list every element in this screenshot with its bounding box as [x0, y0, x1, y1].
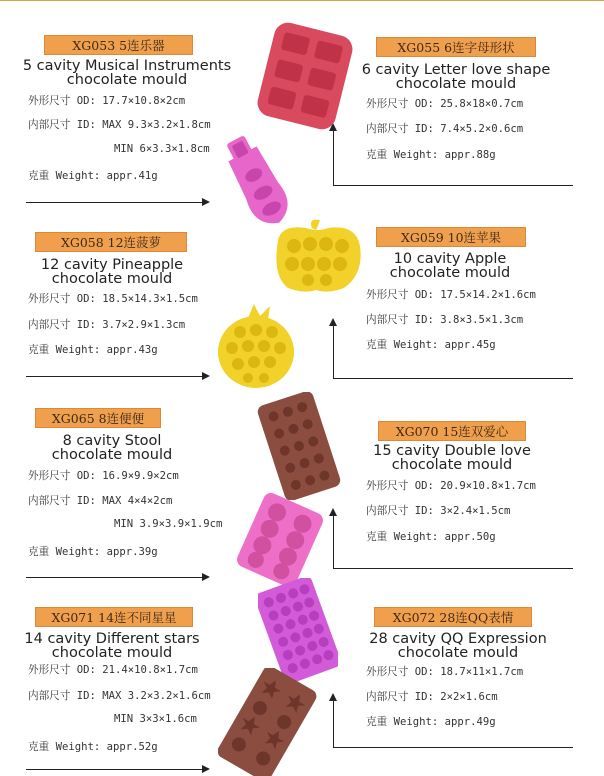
inner-dimensions: 内部尺寸 ID: MAX 9.3×3.2×1.8cm: [28, 119, 211, 131]
inner-dimensions: 内部尺寸 ID: 2×2×1.6cm: [366, 691, 498, 703]
product-code-badge: XG055 6连字母形状: [376, 37, 536, 57]
product-title: [22, 59, 232, 87]
weight: 克重 Weight: appr.43g: [28, 344, 158, 356]
product-title-line1: 10 cavity Apple: [393, 251, 507, 267]
pointer-arrow: [26, 769, 208, 770]
product-title-line2: chocolate mould: [66, 72, 188, 88]
product-title-line1: 14 cavity Different stars: [24, 631, 200, 647]
product-title-line1: 5 cavity Musical Instruments: [22, 58, 232, 74]
weight: 克重 Weight: appr.88g: [366, 149, 496, 161]
product-title: [14, 632, 210, 660]
weight: 克重 Weight: appr.45g: [366, 339, 496, 351]
outer-dimensions: 外形尺寸 OD: 16.9×9.9×2cm: [28, 470, 179, 482]
weight: 克重 Weight: appr.52g: [28, 741, 158, 753]
qq-expression-mould-image: [258, 578, 338, 682]
pineapple-mould-image: [214, 300, 298, 390]
pointer-line-vertical: [333, 696, 334, 748]
pointer-line-horizontal: [333, 568, 573, 569]
pointer-arrow: [26, 376, 208, 377]
product-title-line2: chocolate mould: [51, 645, 173, 661]
outer-dimensions: 外形尺寸 OD: 18.7×11×1.7cm: [366, 666, 524, 678]
inner-dimensions: 内部尺寸 ID: MAX 3.2×3.2×1.6cm: [28, 690, 211, 702]
product-code-badge: XG053 5连乐器: [44, 35, 193, 55]
inner-dimensions: 内部尺寸 ID: 3.8×3.5×1.3cm: [366, 314, 524, 326]
inner-dimensions: 内部尺寸 ID: MAX 4×4×2cm: [28, 495, 173, 507]
apple-mould-image: [268, 218, 366, 296]
weight: 克重 Weight: appr.49g: [366, 716, 496, 728]
pointer-line-vertical: [333, 321, 334, 379]
product-title: [354, 444, 550, 472]
letter-love-mould-image: [253, 22, 358, 130]
weight: 克重 Weight: appr.41g: [28, 170, 158, 182]
pointer-line-horizontal: [333, 185, 573, 186]
outer-dimensions: 外形尺寸 OD: 17.5×14.2×1.6cm: [366, 289, 536, 301]
product-code-badge: XG065 8连便便: [35, 408, 161, 428]
product-title-line1: 8 cavity Stool: [62, 433, 162, 449]
product-title: [356, 63, 556, 91]
inner-dimensions-min: MIN 3×3×1.6cm: [114, 713, 197, 725]
different-stars-mould-image: [218, 668, 318, 776]
outer-dimensions: 外形尺寸 OD: 17.7×10.8×2cm: [28, 95, 186, 107]
weight: 克重 Weight: appr.50g: [366, 531, 496, 543]
outer-dimensions: 外形尺寸 OD: 21.4×10.8×1.7cm: [28, 664, 198, 676]
double-love-mould-image: [256, 392, 342, 500]
product-code-badge: XG059 10连苹果: [376, 227, 526, 247]
product-title-line2: chocolate mould: [389, 265, 511, 281]
top-border-line: [0, 0, 604, 1]
product-title-line2: chocolate mould: [391, 457, 513, 473]
product-code-badge: XG071 14连不同星星: [35, 607, 193, 627]
outer-dimensions: 外形尺寸 OD: 20.9×10.8×1.7cm: [366, 480, 536, 492]
product-title-line1: 12 cavity Pineapple: [40, 257, 184, 273]
product-title-line1: 15 cavity Double love: [373, 443, 531, 459]
stool-mould-image: [232, 492, 328, 588]
product-code-badge: XG070 15连双爱心: [378, 421, 526, 441]
pointer-line-horizontal: [333, 747, 573, 748]
outer-dimensions: 外形尺寸 OD: 25.8×18×0.7cm: [366, 98, 524, 110]
outer-dimensions: 外形尺寸 OD: 18.5×14.3×1.5cm: [28, 293, 198, 305]
product-title: [14, 258, 210, 286]
pointer-line-vertical: [333, 126, 334, 186]
product-title-line1: 28 cavity QQ Expression: [369, 631, 547, 647]
pointer-line-vertical: [333, 511, 334, 569]
weight: 克重 Weight: appr.39g: [28, 546, 158, 558]
pointer-arrow: [26, 577, 208, 578]
product-title-line2: chocolate mould: [395, 76, 517, 92]
product-title: [352, 252, 548, 280]
pointer-arrow: [26, 202, 208, 203]
product-title-line2: chocolate mould: [51, 447, 173, 463]
product-code-badge: XG058 12连菠萝: [35, 232, 187, 252]
product-title-line1: 6 cavity Letter love shape: [361, 62, 551, 78]
inner-dimensions: 内部尺寸 ID: 7.4×5.2×0.6cm: [366, 123, 524, 135]
inner-dimensions-min: MIN 6×3.3×1.8cm: [114, 143, 210, 155]
pointer-line-horizontal: [333, 378, 573, 379]
inner-dimensions: 内部尺寸 ID: 3.7×2.9×1.3cm: [28, 319, 186, 331]
inner-dimensions-min: MIN 3.9×3.9×1.9cm: [114, 518, 223, 530]
product-code-badge: XG072 28连QQ表情: [374, 607, 532, 627]
inner-dimensions: 内部尺寸 ID: 3×2.4×1.5cm: [366, 505, 511, 517]
product-title-line2: chocolate mould: [51, 271, 173, 287]
product-title-line2: chocolate mould: [397, 645, 519, 661]
product-title: [14, 434, 210, 462]
product-title: [360, 632, 556, 660]
